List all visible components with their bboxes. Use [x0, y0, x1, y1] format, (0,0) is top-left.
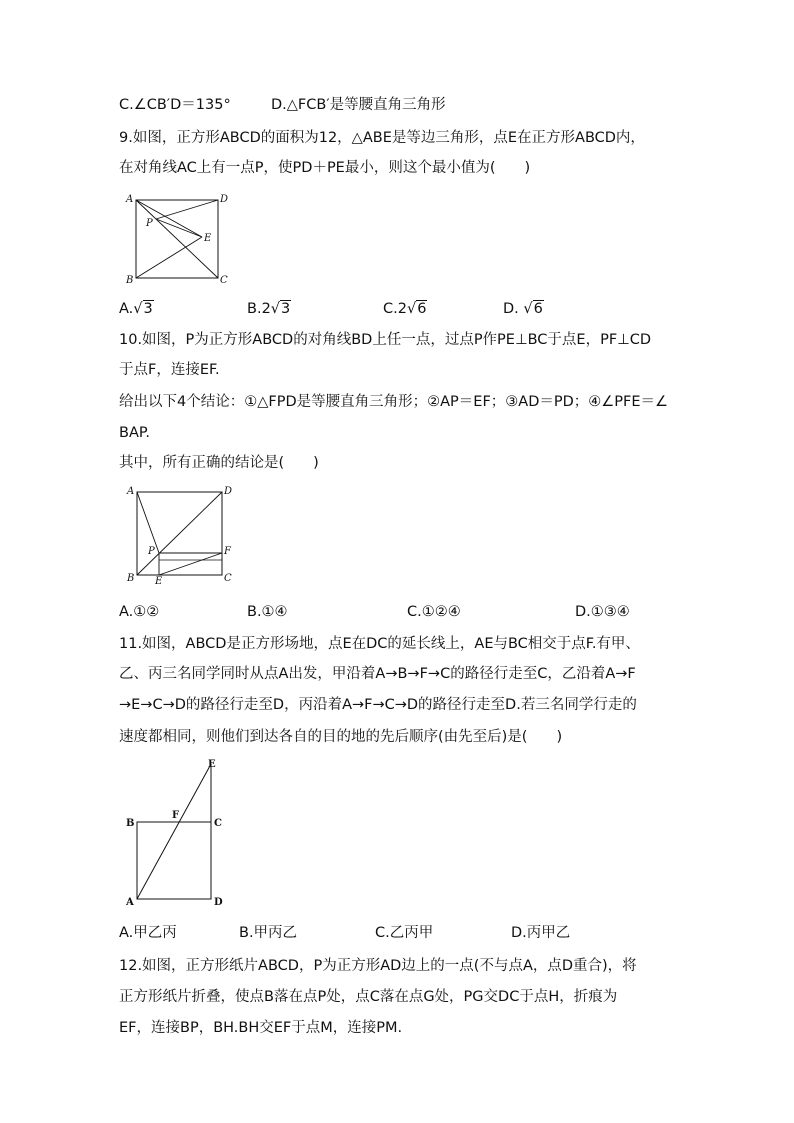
q11-text-line2: 乙、丙三名同学同时从点A出发，甲沿着A→B→F→C的路径行走至C，乙沿着A→F: [119, 666, 636, 682]
q10-text-line4: BAP.: [119, 425, 150, 441]
sqrt-symbol: √6: [406, 301, 427, 317]
q9-option-d: D. √6: [503, 301, 543, 317]
q10-segment-ap: [137, 492, 159, 553]
q9-label-c: C: [220, 275, 228, 286]
q11-square: [137, 822, 211, 899]
q9-segment-pe: [156, 219, 202, 237]
q9-segment-be: [136, 237, 202, 278]
q12-text-line2: 正方形纸片折叠，使点B落在点P处，点C落在点G处，PG交DC于点H，折痕为: [119, 989, 618, 1005]
q10-label-a: A: [127, 486, 135, 497]
q10-text-line1: 10.如图，P为正方形ABCD的对角线BD上任一点，过点P作PE⊥BC于点E，PF⊥CD: [119, 332, 652, 348]
q11-text-line4: 速度都相同，则他们到达各自的目的地的先后顺序(由先至后)是( ): [119, 729, 563, 745]
q12-text-line1: 12.如图，正方形纸片ABCD，P为正方形AD边上的一点(不与点A，点D重合)，将: [119, 958, 637, 974]
q11-text-line1: 11.如图，ABCD是正方形场地，点E在DC的延长线上，AE与BC相交于点F.有甲、: [119, 636, 640, 652]
q9-label-p: P: [146, 218, 153, 229]
q10-figure: [120, 484, 235, 584]
q9-option-a: A.√3: [119, 301, 153, 317]
q9-text-line2: 在对角线AC上有一点P，使PD＋PE最小，则这个最小值为( ): [119, 160, 531, 176]
q11-label-a: A: [126, 897, 134, 908]
q10-label-p: P: [148, 546, 155, 557]
q10-option-d: D.①③④: [575, 604, 630, 620]
q10-option-b: B.①④: [247, 604, 288, 620]
q11-label-e: E: [208, 759, 216, 770]
q12-text-line3: EF，连接BP，BH.BH交EF于点M，连接PM.: [119, 1020, 403, 1036]
q10-segment-ef: [159, 553, 222, 575]
q8-option-d: D.△FCB′是等腰直角三角形: [271, 97, 446, 113]
q11-option-d: D.丙甲乙: [511, 925, 571, 941]
q11-figure: [120, 755, 235, 910]
sqrt-symbol: √3: [133, 301, 153, 317]
sqrt-symbol: √3: [270, 301, 291, 317]
q10-text-line2: 于点F，连接EF.: [119, 362, 220, 378]
q9-figure: [120, 190, 235, 286]
q9-label-e: E: [204, 233, 212, 244]
q10-label-c: C: [224, 573, 232, 584]
q9-label-d: D: [220, 194, 229, 205]
q11-option-a: A.甲乙丙: [119, 925, 177, 941]
q9-label-a: A: [126, 194, 134, 205]
q10-text-line3: 给出以下4个结论：①△FPD是等腰直角三角形；②AP＝EF；③AD＝PD；④∠PFE＝∠: [119, 394, 669, 410]
q10-option-c: C.①②④: [407, 604, 461, 620]
q9-option-c: C.2√6: [383, 301, 427, 317]
sqrt-symbol: √6: [523, 301, 543, 317]
q9-option-b: B.2√3: [247, 301, 291, 317]
q11-label-f: F: [172, 810, 180, 821]
q10-label-b: B: [127, 573, 135, 584]
q10-label-e: E: [155, 576, 163, 584]
q9-text-line1: 9.如图，正方形ABCD的面积为12，△ABE是等边三角形，点E在正方形ABCD内，: [119, 130, 645, 146]
q10-option-a: A.①②: [119, 604, 160, 620]
q10-diagonal-bd: [137, 492, 222, 575]
q9-label-b: B: [126, 275, 134, 286]
q11-option-c: C.乙丙甲: [375, 925, 434, 941]
q11-label-b: B: [126, 818, 135, 829]
q10-label-f: F: [224, 546, 231, 557]
q11-option-b: B.甲丙乙: [239, 925, 298, 941]
q11-label-d: D: [214, 897, 223, 908]
q8-option-c: C.∠CB′D＝135°: [119, 97, 231, 113]
q11-segment-ae: [137, 764, 211, 899]
q11-text-line3: →E→C→D的路径行走至D，丙沿着A→F→C→D的路径行走至D.若三名同学行走的: [119, 697, 637, 713]
q10-label-d: D: [224, 486, 233, 497]
q11-label-c: C: [214, 818, 222, 829]
q10-text-line5: 其中，所有正确的结论是( ): [119, 455, 319, 471]
q9-segment-dp: [156, 200, 218, 219]
